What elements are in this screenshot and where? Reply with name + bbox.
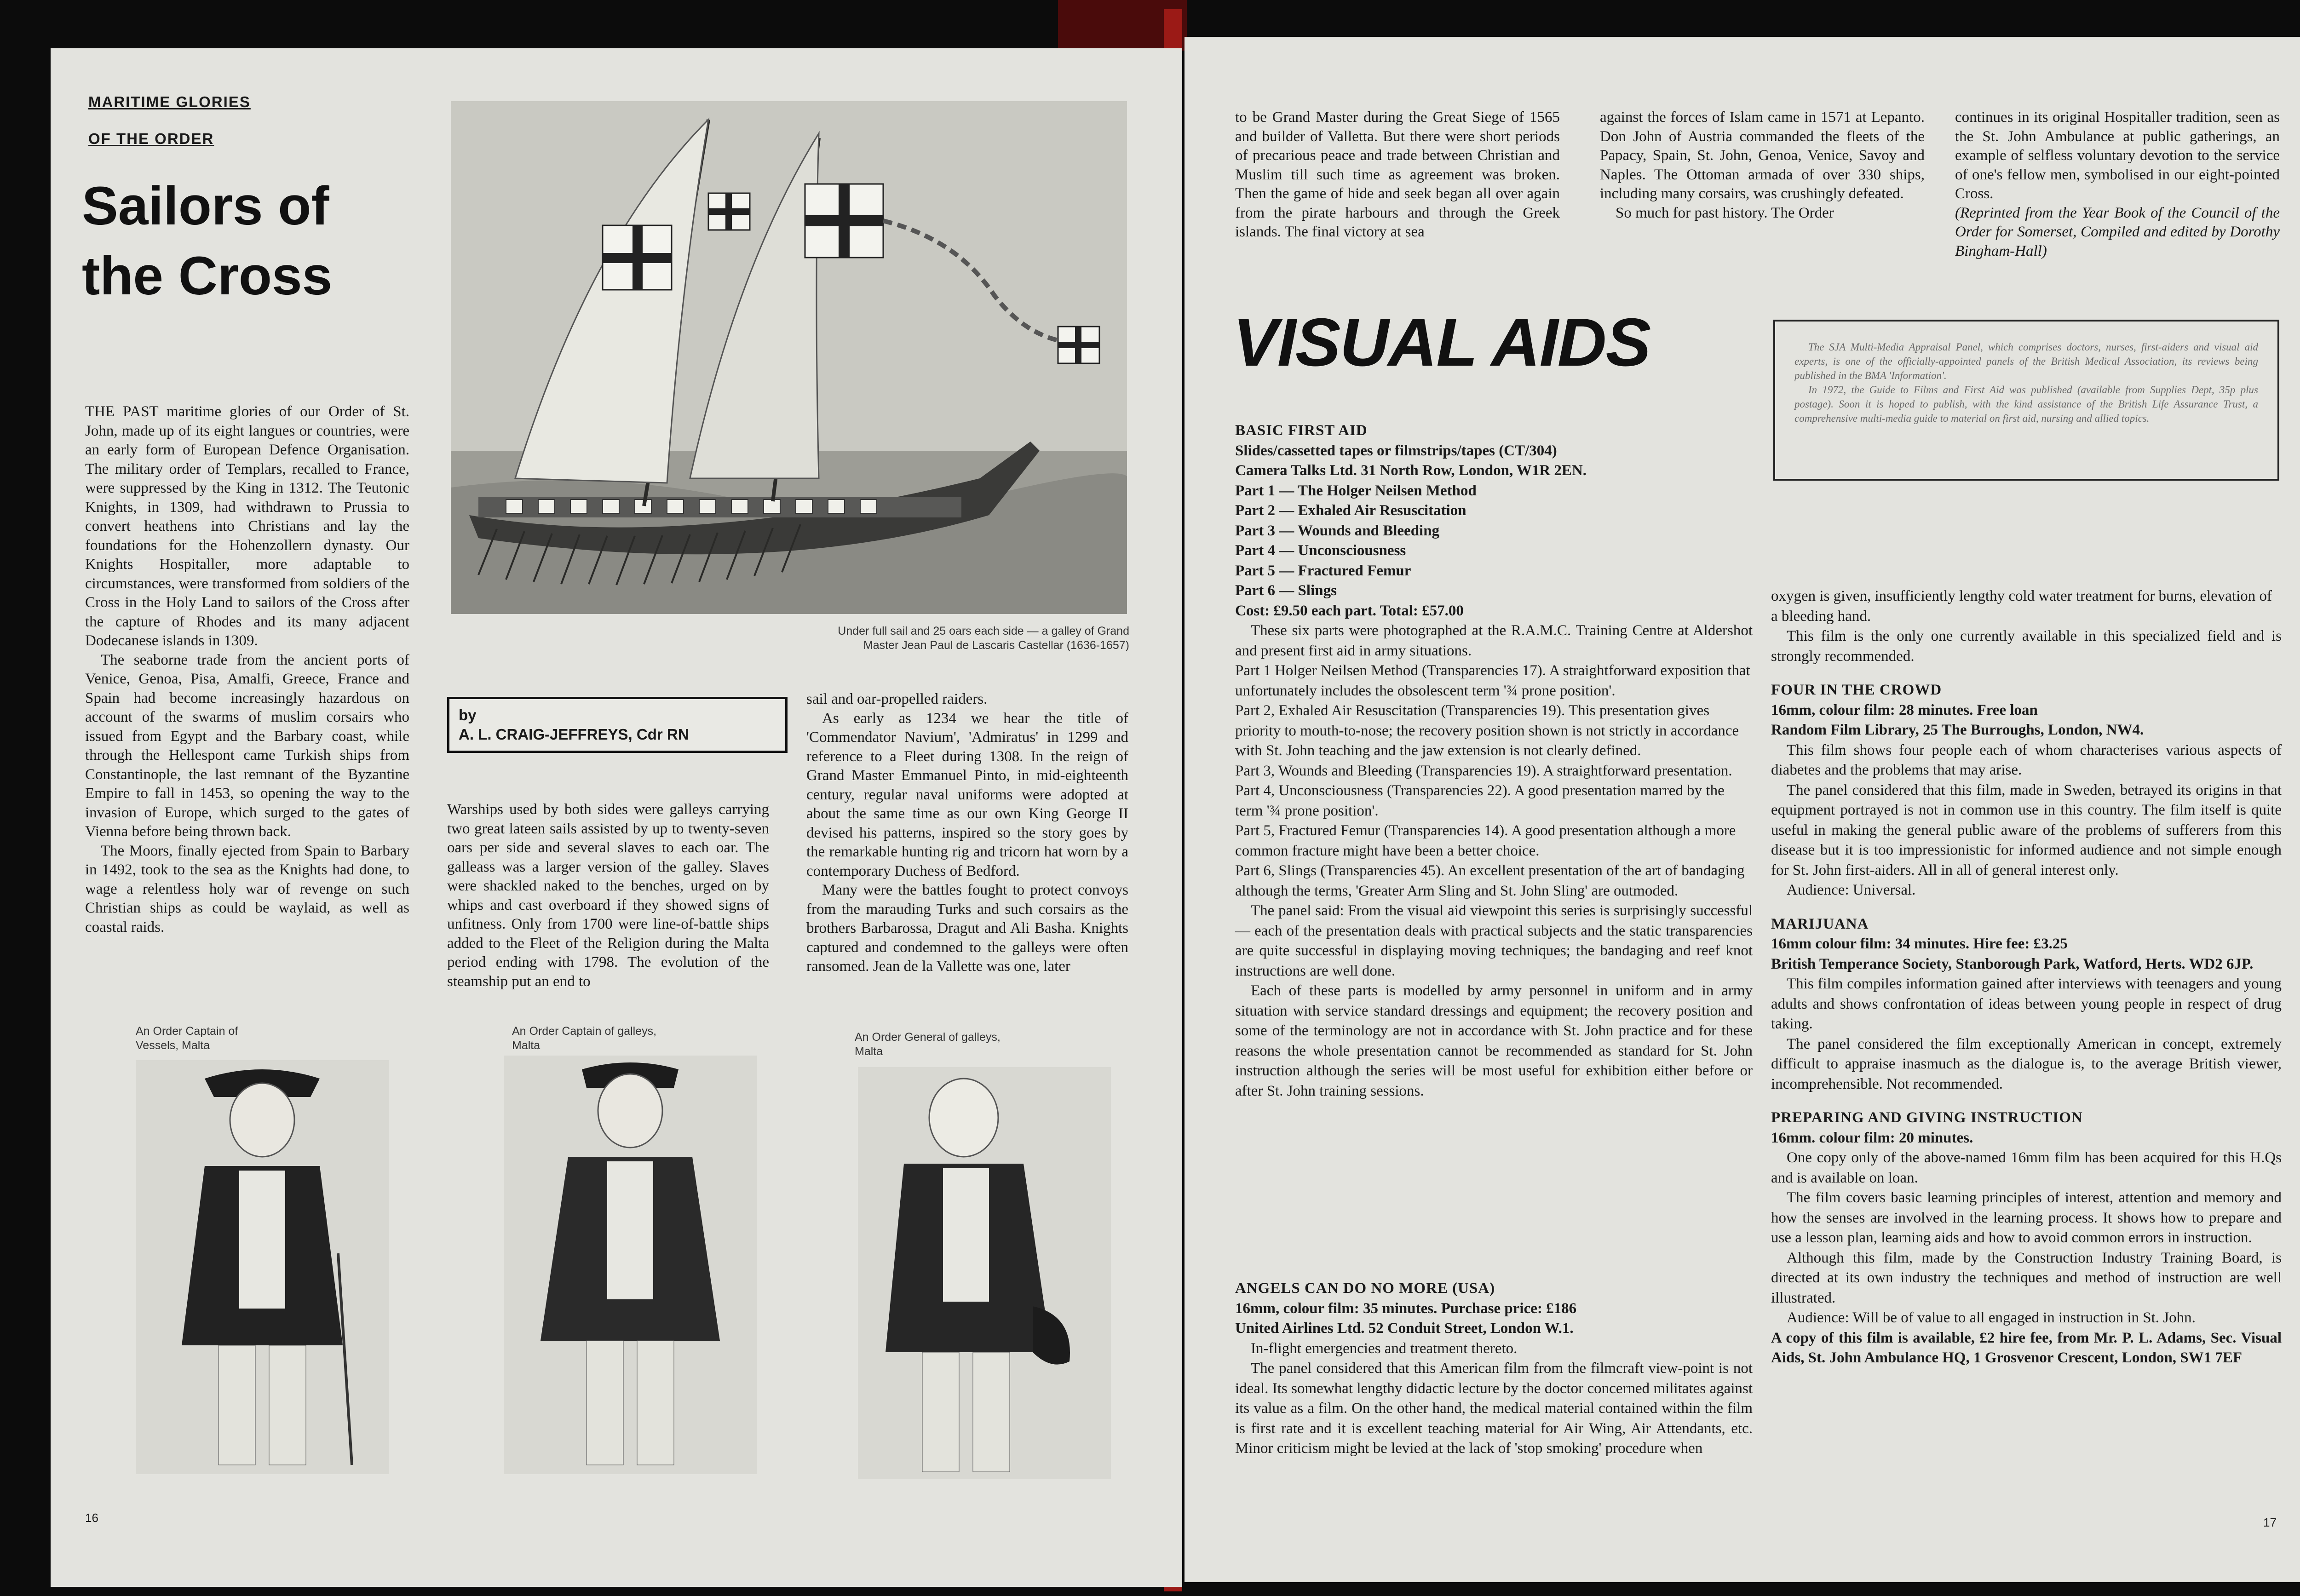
galley-illustration bbox=[451, 101, 1127, 614]
review-heading: BASIC FIRST AID bbox=[1235, 422, 1368, 439]
review-format: Slides/cassetted tapes or filmstrips/tapes (CT/304) bbox=[1235, 442, 1557, 459]
paragraph: Audience: Universal. bbox=[1787, 882, 1916, 898]
part-review: Part 6, Slings (Transparencies 45). An excellent presentation of the art of bandaging although the terms, 'Greater Arm Sling and St. John Sling' are outmoded. bbox=[1235, 862, 1745, 899]
review-heading: FOUR IN THE CROWD bbox=[1771, 682, 1942, 698]
review-supplier: Random Film Library, 25 The Burroughs, London, NW4. bbox=[1771, 722, 2144, 738]
part-review: Part 4, Unconsciousness (Transparencies 22). A good presentation marred by the term '¾ prone position'. bbox=[1235, 782, 1725, 819]
officer-illustration bbox=[504, 1056, 757, 1474]
officer-figure-3 bbox=[858, 1067, 1111, 1479]
part-review: Part 1 Holger Neilsen Method (Transparencies 17). A straightforward exposition that unfortunately includes the obsolescent term '¾ prone position'. bbox=[1235, 662, 1750, 699]
paragraph: This film is the only one currently available in this specialized field and is strongly recommended. bbox=[1771, 628, 2282, 665]
byline-by: by bbox=[459, 706, 477, 723]
figure-caption-3: An Order General of galleys, Malta bbox=[855, 1031, 1000, 1058]
panel-note-box bbox=[1773, 320, 2279, 481]
closing-note: A copy of this film is available, £2 hire fee, from Mr. P. L. Adams, Sec. Visual Aids, St. John Ambulance HQ, 1 Grosvenor Crescent, London, SW1 7EF bbox=[1771, 1329, 2282, 1366]
article-column-2 bbox=[447, 800, 769, 991]
review-format: 16mm, colour film: 28 minutes. Free loan bbox=[1771, 701, 2038, 718]
part-review: Part 3, Wounds and Bleeding (Transparencies 19). A straightforward presentation. bbox=[1235, 762, 1732, 779]
part-item: Part 3 — Wounds and Bleeding bbox=[1235, 522, 1440, 539]
paragraph: to be Grand Master during the Great Siege of 1565 and builder of Valletta. But there were short periods of precarious peace and trade between Christian and Muslim till such time as agreement was broken. Then the game of hide and seek began all over again from the pirate harbours and through the Greek islands. The final victory at sea bbox=[1235, 109, 1560, 240]
officer-illustration bbox=[136, 1060, 389, 1474]
part-item: Part 1 — The Holger Neilsen Method bbox=[1235, 482, 1477, 499]
note-paragraph: In 1972, the Guide to Films and First Aid was published (available from Supplies Dept, 35p plus postage). Soon it is hoped to publish, with the kind assistance of the British Life Assurance Trust, a comprehensive multi-media guide to material on first aid, nursing and allied topics. bbox=[1794, 384, 2258, 424]
left-page bbox=[51, 48, 1182, 1587]
part-item: Part 2 — Exhaled Air Resuscitation bbox=[1235, 502, 1466, 519]
paragraph: The panel considered that this American film from the filmcraft view-point is not ideal. Its somewhat lengthy didactic lecture by the doctor concerned militates against its value as a film. On the other hand, the medical material contained within the film is first rate and it is excellent teaching material for Air Wing, Air Attendants, etc. Minor criticism might be levied at the lack of 'stop smoking' procedure when bbox=[1235, 1360, 1753, 1457]
article-column-3 bbox=[806, 690, 1128, 976]
review-heading: ANGELS CAN DO NO MORE (USA) bbox=[1235, 1280, 1495, 1297]
paragraph: Audience: Will be of value to all engaged in instruction in St. John. bbox=[1787, 1309, 2196, 1326]
reprint-credit: (Reprinted from the Year Book of the Council of the Order for Somerset, Compiled and edited by Dorothy Bingham-Hall) bbox=[1955, 204, 2280, 259]
paragraph: The panel considered the film exceptionally American in concept, extremely difficult to appraise inasmuch as the dialogue is, to the average British viewer, incomprehensible. Not recommended. bbox=[1771, 1035, 2282, 1092]
officer-illustration bbox=[858, 1067, 1111, 1479]
review-basic-first-aid bbox=[1235, 421, 1753, 1101]
kicker-of-the-order: OF THE ORDER bbox=[88, 130, 214, 147]
paragraph: The seaborne trade from the ancient ports of Venice, Genoa, Pisa, Amalfi, Greece, France and Spain had become increasingly hazardous on account of the swarms of muslim corsairs who issued from Egypt and the Barbary coast, while through the Hellespont came Turkish ships from Constantinople, the last remnant of the Byzantine Empire to fall in 1453, so opening the way to the invasion of Europe, which surged to the gates of Vienna before being thrown back. bbox=[85, 651, 409, 840]
paragraph: So much for past history. The Order bbox=[1616, 204, 1834, 221]
continuation-column-3 bbox=[1955, 108, 2280, 261]
visual-aids-title: VISUAL AIDS bbox=[1233, 304, 1650, 380]
review-column-2 bbox=[1771, 586, 2282, 1368]
review-format: 16mm. colour film: 20 minutes. bbox=[1771, 1129, 1973, 1146]
review-supplier: United Airlines Ltd. 52 Conduit Street, London W.1. bbox=[1235, 1320, 1574, 1337]
review-format: 16mm colour film: 34 minutes. Hire fee: £3.25 bbox=[1771, 936, 2068, 952]
galley-caption: Under full sail and 25 oars each side — a galley of Grand Master Jean Paul de Lascaris Castellar (1636-1657) bbox=[838, 625, 1129, 652]
headline-line-1: Sailors of bbox=[82, 176, 329, 236]
paragraph: In-flight emergencies and treatment thereto. bbox=[1251, 1340, 1518, 1357]
part-review: Part 5, Fractured Femur (Transparencies 14). A good presentation although a more common fracture might have been a better choice. bbox=[1235, 822, 1736, 859]
paragraph: These six parts were photographed at the R.A.M.C. Training Centre at Aldershot and present first aid in army situations. bbox=[1235, 622, 1753, 659]
review-heading: MARIJUANA bbox=[1771, 915, 1869, 932]
paragraph: against the forces of Islam came in 1571 at Lepanto. Don John of Austria commanded the fleets of the Papacy, Spain, St. John, Genoa, Venice, Savoy and Naples. The Ottoman armada of over 330 ships, including many corsairs, was crushingly defeated. bbox=[1600, 109, 1925, 202]
paragraph: Although this film, made by the Construction Industry Training Board, is directed at its own industry the techniques and method of instruction are well illustrated. bbox=[1771, 1249, 2282, 1306]
article-column-1 bbox=[85, 402, 409, 937]
byline-box bbox=[447, 697, 788, 753]
part-item: Part 6 — Slings bbox=[1235, 582, 1337, 599]
continuation-column-2 bbox=[1600, 108, 1925, 223]
paragraph: The panel considered that this film, made in Sweden, betrayed its origins in that equipment portrayed is not in common use in this country. The film itself is quite useful in making the general public aware of the problems of sufferers from this disease but it is too impressionistic for informed audience and not simple enough for St. John first-aiders. All in all of general interest only. bbox=[1771, 781, 2282, 878]
part-item: Part 5 — Fractured Femur bbox=[1235, 562, 1411, 579]
page-number-right: 17 bbox=[2263, 1516, 2277, 1529]
part-review: Part 2, Exhaled Air Resuscitation (Transparencies 19). This presentation gives priority to mouth-to-nose; the recovery position shown is not strictly in accordance with St. John teaching and the jaw extension is not clearly defined. bbox=[1235, 702, 1739, 759]
galley-photo bbox=[451, 101, 1127, 614]
paragraph: Each of these parts is modelled by army personnel in uniform and in army situation with service standard dressings and equipment; the recovery position and some of the terminology are not in accordance with St. John practice and for these reasons the whole presentation cannot be recommended as standard for St. John instruction although the series will be most useful for exhibition either before or after St. John training sessions. bbox=[1235, 982, 1753, 1099]
figure-caption-2: An Order Captain of galleys, Malta bbox=[512, 1025, 657, 1052]
byline-author: A. L. CRAIG-JEFFREYS, Cdr RN bbox=[459, 726, 689, 743]
paragraph: The Moors, finally ejected from Spain to Barbary in 1492, took to the sea as the Knights had done, to wage a relentless holy war of revenge on such Christian ships as could be waylaid, as well as coastal raids. bbox=[85, 842, 409, 936]
kicker-maritime-glories: MARITIME GLORIES bbox=[88, 93, 251, 110]
page-number-left: 16 bbox=[85, 1511, 98, 1525]
paragraph: This film compiles information gained after interviews with teenagers and young adults and shows confrontation of ideas between young people in respect of drug taking. bbox=[1771, 976, 2282, 1032]
paragraph: THE PAST maritime glories of our Order of St. John, made up of its eight langues or countries, were an early form of European Defence Organisation. The military order of Templars, recalled to France, were suppressed by the King in 1312. The Teutonic Knights, in 1309, had withdrawn to Prussia to convert heathens into Christians and lay the foundations for the Hohenzollern dynasty. Our Knights Hospitaller, more adaptable to circumstances, were transformed from soldiers of the Cross in the Holy Land to sailors of the Cross after the capture of Rhodes and its many adjacent Dodecanese islands in 1309. bbox=[85, 403, 409, 649]
officer-figure-1 bbox=[136, 1060, 389, 1474]
review-supplier: Camera Talks Ltd. 31 North Row, London, W1R 2EN. bbox=[1235, 462, 1587, 479]
paragraph: The panel said: From the visual aid viewpoint this series is surprisingly successful — each of the presentation deals with practical subjects and the static transparencies are quite successful in displaying moving techniques; the bandaging and reef knot instructions are well done. bbox=[1235, 902, 1753, 979]
paragraph: This film shows four people each of whom characterises various aspects of diabetes and the problems that may arise. bbox=[1771, 741, 2282, 778]
review-angels bbox=[1235, 1279, 1753, 1459]
figure-caption-1: An Order Captain of Vessels, Malta bbox=[136, 1025, 238, 1052]
part-item: Part 4 — Unconsciousness bbox=[1235, 542, 1406, 559]
paragraph: oxygen is given, insufficiently lengthy cold water treatment for burns, elevation of a bleeding hand. bbox=[1771, 588, 2272, 625]
officer-figure-2 bbox=[504, 1056, 757, 1474]
review-format: 16mm, colour film: 35 minutes. Purchase price: £186 bbox=[1235, 1300, 1577, 1317]
paragraph: One copy only of the above-named 16mm film has been acquired for this H.Qs and is available on loan. bbox=[1771, 1149, 2282, 1186]
paragraph: continues in its original Hospitaller tradition, seen as the St. John Ambulance at public gatherings, an example of selfless voluntary devotion to the service of one's fellow men, symbolised in our eight-pointed Cross. bbox=[1955, 109, 2280, 202]
note-paragraph: The SJA Multi-Media Appraisal Panel, which comprises doctors, nurses, first-aiders and visual aid experts, is one of the officially-appointed panels of the British Medical Association, its reviews being published in the BMA 'Information'. bbox=[1794, 341, 2258, 381]
paragraph: sail and oar-propelled raiders. bbox=[806, 691, 988, 707]
paragraph: As early as 1234 we hear the title of 'Commendator Navium', 'Admiratus' in 1299 and reference to a Fleet during 1308. In the reign of Grand Master Emmanuel Pinto, in mid-eighteenth century, regular naval uniforms were adopted at about the same time as our own King George II devised his patterns, inspired so the story goes by the remarkable hunting rig and tricorn hat worn by a contemporary Duchess of Bedford. bbox=[806, 710, 1128, 879]
right-page bbox=[1184, 37, 2300, 1582]
review-heading: PREPARING AND GIVING INSTRUCTION bbox=[1771, 1109, 2083, 1126]
headline-line-2: the Cross bbox=[82, 246, 333, 306]
review-supplier: British Temperance Society, Stanborough Park, Watford, Herts. WD2 6JP. bbox=[1771, 955, 2254, 972]
paragraph: Many were the battles fought to protect convoys from the marauding Turks and such corsairs as the brothers Barbarossa, Dragut and Ali Basha. Knights captured and condemned to the galleys were often ransomed. Jean de la Vallette was one, later bbox=[806, 882, 1128, 975]
paragraph: Warships used by both sides were galleys carrying two great lateen sails assisted by up to twenty-seven oars per side and several slaves to each oar. The galleass was a larger version of the galley. Slaves were shackled naked to the benches, urged on by whips and cast overboard if they showed signs of unfitness. Only from 1700 were line-of-battle ships added to the Fleet of the Religion during the Malta period ending with 1798. The evolution of the steamship put an end to bbox=[447, 801, 769, 990]
continuation-column-1 bbox=[1235, 108, 1560, 242]
paragraph: The film covers basic learning principles of interest, attention and memory and how the senses are involved in the learning process. It shows how to prepare and use a lesson plan, learning aids and how to avoid common errors in instruction. bbox=[1771, 1189, 2282, 1246]
review-cost: Cost: £9.50 each part. Total: £57.00 bbox=[1235, 602, 1464, 619]
